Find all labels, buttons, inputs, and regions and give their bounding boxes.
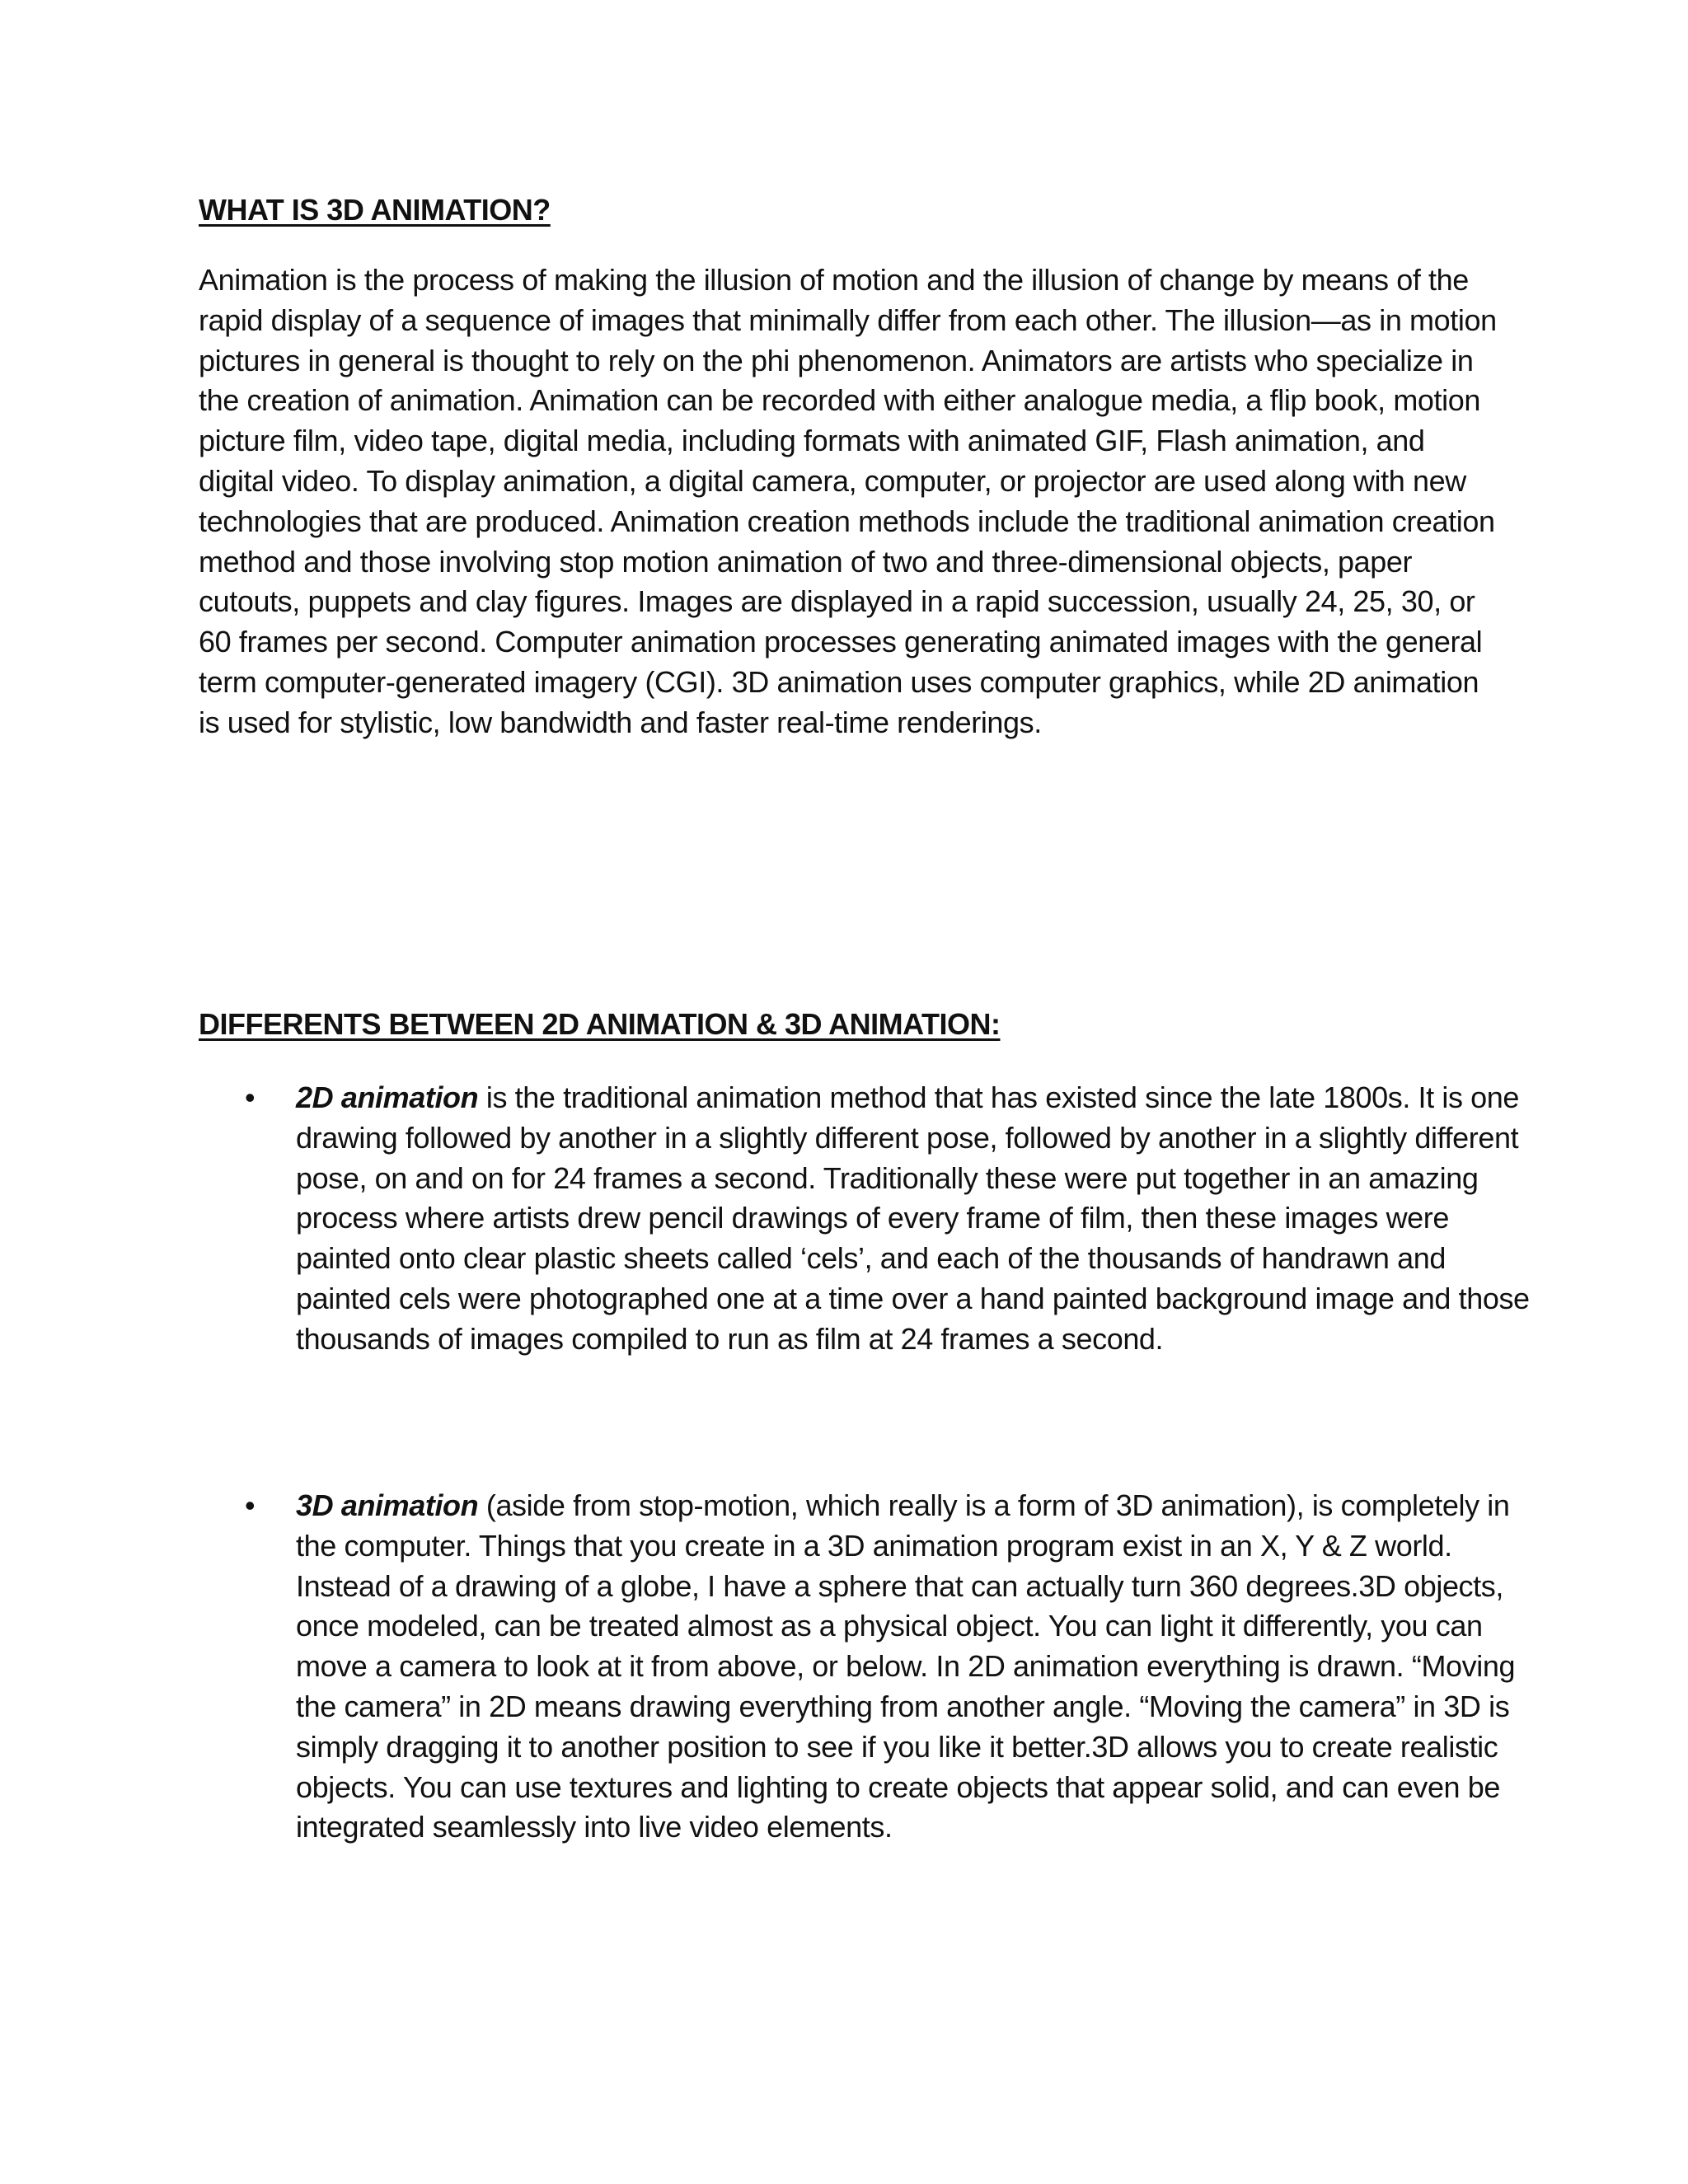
description-2d-animation: is the traditional animation method that has existed since the late 1800s. It is one drawing followed by another in a slightly different pose, followed by another in a slightly different pose, on and on for 24 frames a second. Traditionally these were put together in an amazing process where artists drew pencil drawings of every frame of film, then these images were painted onto clear plastic sheets called ‘cels’, and each of the thousands of handrawn and painted cels were photographed one at a time over a hand painted background image and those thousands of images compiled to run as film at 24 frames a second. <box>296 1080 1530 1356</box>
section-heading-what-is-3d-animation: WHAT IS 3D ANIMATION? <box>199 193 551 227</box>
section-heading-differences: DIFFERENTS BETWEEN 2D ANIMATION & 3D ANIMATION: <box>199 1007 1001 1041</box>
term-2d-animation: 2D animation <box>296 1080 479 1114</box>
bullet-marker: • <box>245 1080 256 1114</box>
bullet-text <box>296 1486 1536 1848</box>
term-3d-animation: 3D animation <box>296 1488 479 1522</box>
bullet-marker: • <box>245 1488 256 1522</box>
intro-paragraph: Animation is the process of making the illusion of motion and the illusion of change by means of the rapid display of a sequence of images that minimally differ from each other. The illusion—as in motion pictures in general is thought to rely on the phi phenomenon. Animators are artists who specialize in the creation of animation. Animation can be recorded with either analogue media, a flip book, motion picture film, video tape, digital media, including formats with animated GIF, Flash animation, and digital video. To display animation, a digital camera, computer, or projector are used along with new technologies that are produced. Animation creation methods include the traditional animation creation method and those involving stop motion animation of two and three-dimensional objects, paper cutouts, puppets and clay figures. Images are displayed in a rapid succession, usually 24, 25, 30, or 60 frames per second. Computer animation processes generating animated images with the general term computer-generated imagery (CGI). 3D animation uses computer graphics, while 2D animation is used for stylistic, low bandwidth and faster real-time renderings. <box>199 263 1497 739</box>
description-3d-animation: (aside from stop-motion, which really is a form of 3D animation), is completely in the computer. Things that you create in a 3D animation program exist in an X, Y & Z world. Instead of a drawing of a globe, I have a sphere that can actually turn 360 degrees.3D objects, once modeled, can be treated almost as a physical object. You can light it differently, you can move a camera to look at it from above, or below. In 2D animation everything is drawn. “Moving the camera” in 2D means drawing everything from another angle. “Moving the camera” in 3D is simply dragging it to another position to see if you like it better.3D allows you to create realistic objects. You can use textures and lighting to create objects that appear solid, and can even be integrated seamlessly into live video elements. <box>296 1488 1516 1844</box>
bullet-text <box>296 1078 1536 1360</box>
